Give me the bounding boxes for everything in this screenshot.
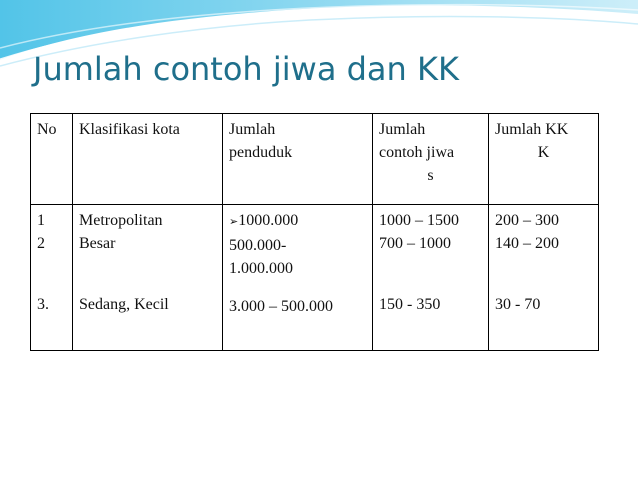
row-klasifikasi: Sedang, Kecil: [79, 296, 169, 313]
row-no: 1: [37, 212, 45, 229]
header-contoh-jiwa-line: contoh jiwa: [379, 144, 455, 161]
row-penduduk: 1.000.000: [229, 260, 293, 277]
header-no-text: No: [37, 121, 57, 138]
header-klasifikasi: [73, 114, 223, 205]
row-no: 2: [37, 235, 45, 252]
row-penduduk-value: 1000.000: [238, 212, 299, 229]
row-kk: 30 - 70: [495, 296, 541, 313]
row-klasifikasi: Besar: [79, 235, 116, 252]
table-body-row: [31, 205, 599, 351]
col-no: [31, 205, 73, 351]
data-table: [30, 113, 599, 351]
arrow-bullet-icon: ➢: [229, 216, 239, 228]
row-contoh-jiwa: 1000 – 1500: [379, 212, 459, 229]
header-penduduk-line: penduduk: [229, 144, 293, 161]
row-kk: 140 – 200: [495, 235, 559, 252]
header-contoh-jiwa-line: Jumlah: [379, 121, 426, 138]
slide-title: Jumlah contoh jiwa dan KK: [33, 50, 459, 88]
header-no: [31, 114, 73, 205]
header-contoh-jiwa: [373, 114, 489, 205]
header-kk: [489, 114, 599, 205]
row-contoh-jiwa: 150 - 350: [379, 296, 441, 313]
col-kk: [489, 205, 599, 351]
header-penduduk: [223, 114, 373, 205]
table-header-row: [31, 114, 599, 205]
row-penduduk: 3.000 – 500.000: [229, 298, 333, 315]
header-contoh-jiwa-line: s: [427, 167, 434, 184]
header-kk-line: Jumlah KK: [495, 121, 569, 138]
row-klasifikasi: Metropolitan: [79, 212, 163, 229]
header-klasifikasi-text: Klasifikasi kota: [79, 121, 180, 138]
col-contoh-jiwa: [373, 205, 489, 351]
row-kk: 200 – 300: [495, 212, 559, 229]
row-no: 3.: [37, 296, 49, 313]
col-penduduk: [223, 205, 373, 351]
header-kk-line: K: [537, 144, 550, 161]
row-penduduk: 500.000-: [229, 237, 287, 254]
row-penduduk: [229, 209, 366, 234]
col-klasifikasi: [73, 205, 223, 351]
header-penduduk-line: Jumlah: [229, 121, 276, 138]
row-contoh-jiwa: 700 – 1000: [379, 235, 451, 252]
